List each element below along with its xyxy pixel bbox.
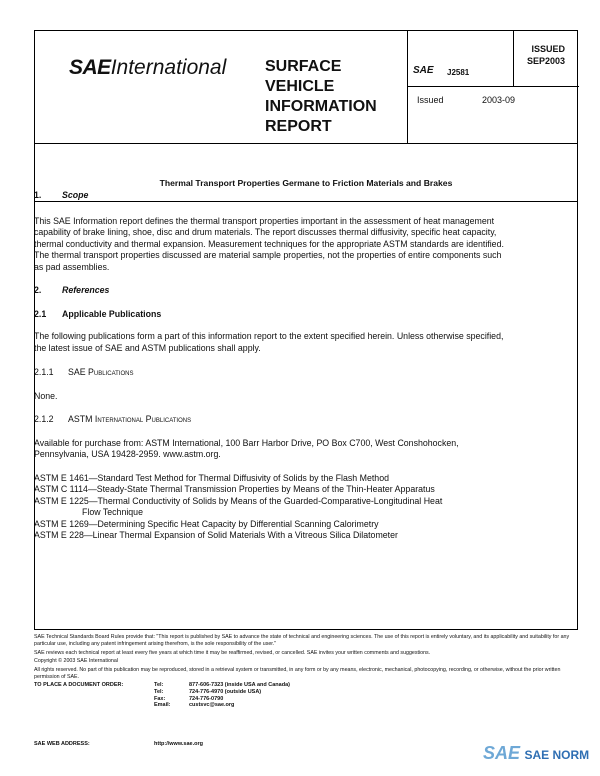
footer-rights: All rights reserved. No part of this publication may be reproduced, stored in a retrieval system or transmitted, in any form or by any means, electronic, mechanical, photocopying, recording, or otherwise, without the prior written permission of SAE.: [34, 666, 561, 680]
reference-item: ASTM E 1225—Thermal Conductivity of Solids by Means of the Guarded-Comparative-Longitudinal Heat: [34, 495, 443, 506]
issued-date: 2003-09: [482, 95, 516, 105]
order-contact: TO PLACE A DOCUMENT ORDER: Tel: 877-606-7323 (inside USA and Canada) Tel: 724-776-4970 (outside USA) Fax: 724-776-0790 Email: custsvc@sae.org: [34, 682, 578, 709]
header-vline-left: [407, 31, 408, 143]
sae-norm-watermark: SAE SAE NORM: [483, 743, 590, 763]
docno-divider: [407, 86, 579, 87]
section-heading: 1. Scope: [34, 190, 89, 200]
document-body: [34, 190, 504, 542]
sae-international-logo: SAEInternational: [69, 56, 227, 79]
sae-publications-text: None.: [34, 390, 58, 401]
footer-review: SAE reviews each technical report at least every five years at which time it may be reaffirmed, revised, or cancelled. SAE invites your written comments and suggestions.: [34, 649, 431, 656]
document-number: J2581: [447, 68, 470, 77]
issued-label: Issued: [417, 95, 444, 105]
scope-paragraph: This SAE Information report defines the thermal transport properties important in the assessment of heat management capability of brake lining, shoe, disc and drum materials. The report discusses thermal diffusivity, specific heat capacity, thermal conductivity and thermal expansion. Measurement techniques for the appropriate ASTM standards are identified. The thermal transport properties discussed are material sample properties, not the properties of entire components such as pad assemblies.: [34, 215, 504, 272]
footer-rules: SAE Technical Standards Board Rules provide that: "This report is published by SAE to advance the state of technical and engineering sciences. The use of this report is entirely voluntary, and its applicability and suitability for any particular use, including any patent infringement arising therefrom, is the sole responsibility of the user.": [34, 634, 570, 647]
web-link[interactable]: http://www.sae.org: [154, 741, 203, 747]
subsection-heading: 2.1.1 SAE Publications: [34, 367, 134, 377]
sae-norm-logo-icon: SAE: [483, 743, 521, 763]
subsection-heading: 2.1.2 ASTM International Publications: [34, 414, 192, 424]
report-type: SURFACE VEHICLE INFORMATION REPORT: [265, 58, 377, 135]
reference-item: ASTM E 228—Linear Thermal Expansion of Solid Materials With a Vitreous Silica Dilatometer: [34, 530, 398, 540]
web-address: SAE WEB ADDRESS: http://www.sae.org: [34, 741, 203, 747]
reference-list: [34, 473, 504, 542]
section-heading: 2. References: [34, 285, 110, 295]
email-link[interactable]: custsvc@sae.org: [189, 702, 235, 709]
astm-availability: Available for purchase from: ASTM International, 100 Barr Harbor Drive, PO Box C700, West Conshohocken, Pennsylvania, USA 19428-2959. www.astm.org.: [34, 437, 459, 459]
reference-item-continuation: Flow Technique: [82, 507, 143, 517]
sae-small-logo: SAE: [413, 65, 434, 76]
issue-status: ISSUED SEP2003: [526, 44, 565, 66]
applicable-paragraph: The following publications form a part of this information report to the extent specified herein. Unless otherwise specified, the latest issue of SAE and ASTM publications shall apply.: [34, 331, 504, 353]
header-divider: [35, 143, 577, 144]
footer: [34, 634, 578, 709]
subsection-heading: 2.1 Applicable Publications: [34, 308, 162, 319]
reference-item: ASTM C 1114—Steady-State Thermal Transmission Properties by Means of the Thin-Heater Apparatus: [34, 484, 435, 494]
document-title: Thermal Transport Properties Germane to Friction Materials and Brakes: [159, 178, 453, 188]
reference-item: ASTM E 1269—Determining Specific Heat Capacity by Differential Scanning Calorimetry: [34, 518, 379, 529]
footer-copyright: Copyright © 2003 SAE International: [34, 658, 118, 664]
reference-item: ASTM E 1461—Standard Test Method for Thermal Diffusivity of Solids by the Flash Method: [34, 472, 389, 483]
